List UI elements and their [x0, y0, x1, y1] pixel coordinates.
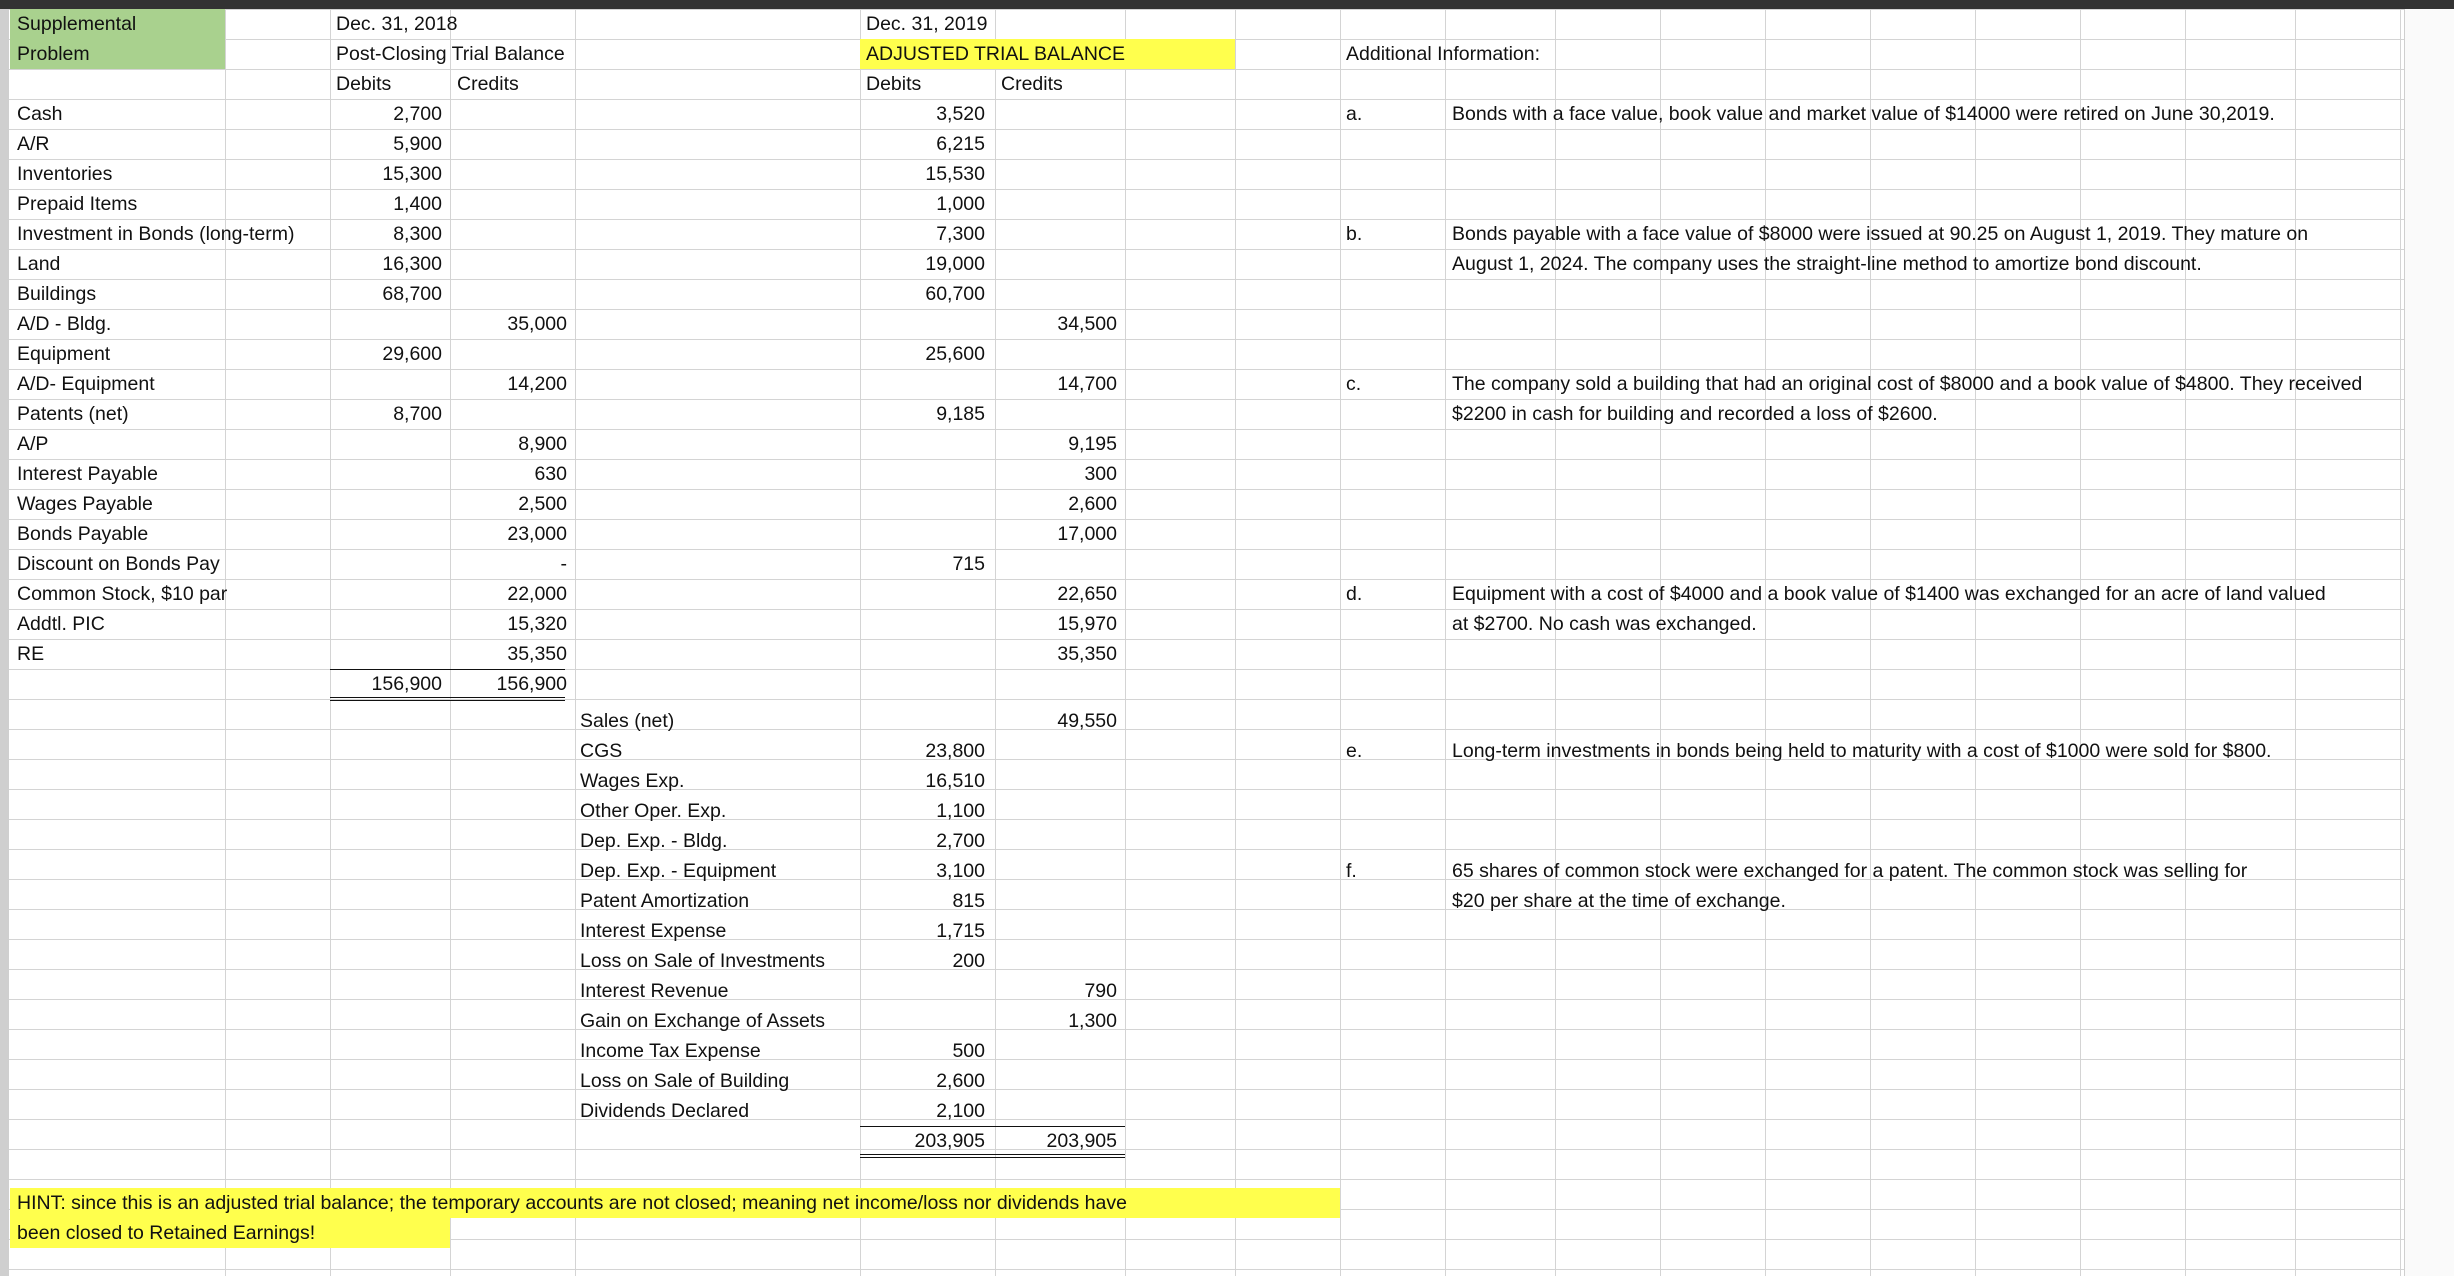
pc-debit-cell[interactable]: 2,700: [393, 103, 442, 125]
income-debit-cell[interactable]: 2,100: [936, 1100, 985, 1122]
income-debit-cell[interactable]: 2,700: [936, 830, 985, 852]
account-name[interactable]: Addtl. PIC: [17, 613, 105, 635]
pc-debit-cell[interactable]: 8,300: [393, 223, 442, 245]
adj-debit-cell[interactable]: 19,000: [925, 253, 985, 275]
adj-debit-cell[interactable]: 715: [952, 553, 985, 575]
pc-credit-total[interactable]: 156,900: [496, 673, 567, 695]
adj-debit-cell[interactable]: 3,520: [936, 103, 985, 125]
income-debit-cell[interactable]: 200: [952, 950, 985, 972]
pc-credit-cell[interactable]: -: [560, 553, 567, 575]
pc-credit-cell[interactable]: 22,000: [507, 583, 567, 605]
pc-debit-cell[interactable]: 16,300: [382, 253, 442, 275]
adj-debit-cell[interactable]: 60,700: [925, 283, 985, 305]
info-text-line1[interactable]: Bonds with a face value, book value and market value of $14000 were retired on June 30,2019.: [1452, 103, 2275, 125]
pc-credit-cell[interactable]: 14,200: [507, 373, 567, 395]
income-account-name[interactable]: Sales (net): [580, 710, 675, 732]
account-name[interactable]: Interest Payable: [17, 463, 158, 485]
info-letter[interactable]: e.: [1346, 740, 1363, 762]
info-text-line2[interactable]: $2200 in cash for building and recorded a loss of $2600.: [1452, 403, 1938, 425]
income-account-name[interactable]: Dep. Exp. - Bldg.: [580, 830, 728, 852]
info-letter[interactable]: c.: [1346, 373, 1362, 395]
post-closing-title[interactable]: Post-Closing Trial Balance: [336, 43, 565, 65]
pc-credit-cell[interactable]: 35,350: [507, 643, 567, 665]
column-gridline: [1125, 9, 1126, 1276]
adj-credit-cell[interactable]: 300: [1084, 463, 1117, 485]
adj-credit-cell[interactable]: 15,970: [1057, 613, 1117, 635]
income-credit-cell[interactable]: 49,550: [1057, 710, 1117, 732]
account-name[interactable]: Buildings: [17, 283, 97, 305]
income-account-name[interactable]: Loss on Sale of Investments: [580, 950, 825, 972]
post-closing-double-rule-1: [330, 697, 565, 698]
adj-debit-cell[interactable]: 9,185: [936, 403, 985, 425]
income-account-name[interactable]: Income Tax Expense: [580, 1040, 761, 1062]
income-debit-cell[interactable]: 500: [952, 1040, 985, 1062]
pc-credit-cell[interactable]: 8,900: [518, 433, 567, 455]
hint-line1[interactable]: HINT: since this is an adjusted trial balance; the temporary accounts are not closed; meaning net income/loss nor dividends have: [17, 1192, 1127, 1214]
title-line2[interactable]: Problem: [17, 43, 90, 65]
info-letter[interactable]: b.: [1346, 223, 1363, 245]
info-text-line1[interactable]: Bonds payable with a face value of $8000 were issued at 90.25 on August 1, 2019. They mature on: [1452, 223, 2309, 245]
info-text-line2[interactable]: August 1, 2024. The company uses the straight-line method to amortize bond discount.: [1452, 253, 2202, 275]
info-letter[interactable]: a.: [1346, 103, 1363, 125]
column-gridline: [2295, 9, 2296, 1276]
additional-info-header[interactable]: Additional Information:: [1346, 43, 1541, 65]
pc-credit-cell[interactable]: 2,500: [518, 493, 567, 515]
adjusted-double-rule-1: [860, 1154, 1125, 1155]
income-account-name[interactable]: CGS: [580, 740, 623, 762]
account-name[interactable]: A/D - Bldg.: [17, 313, 112, 335]
title-line1[interactable]: Supplemental: [17, 13, 137, 35]
adj-debit-cell[interactable]: 15,530: [925, 163, 985, 185]
account-name[interactable]: Discount on Bonds Pay: [17, 553, 220, 575]
account-name[interactable]: A/P: [17, 433, 49, 455]
adj-credit-cell[interactable]: 2,600: [1068, 493, 1117, 515]
column-gridline: [2185, 9, 2186, 1276]
account-name[interactable]: A/R: [17, 133, 50, 155]
pc-debit-cell[interactable]: 29,600: [382, 343, 442, 365]
income-debit-cell[interactable]: 1,100: [936, 800, 985, 822]
pc-credit-cell[interactable]: 23,000: [507, 523, 567, 545]
column-header-bar: [0, 0, 2454, 9]
pc-debit-total[interactable]: 156,900: [371, 673, 442, 695]
income-account-name[interactable]: Wages Exp.: [580, 770, 685, 792]
income-credit-cell[interactable]: 790: [1084, 980, 1117, 1002]
column-gridline: [1340, 9, 1341, 1276]
adjusted-double-rule-2: [860, 1157, 1125, 1158]
adj-debit-cell[interactable]: 1,000: [936, 193, 985, 215]
pc-debit-cell[interactable]: 1,400: [393, 193, 442, 215]
account-name[interactable]: Cash: [17, 103, 63, 125]
income-debit-cell[interactable]: 16,510: [925, 770, 985, 792]
income-account-name[interactable]: Interest Revenue: [580, 980, 729, 1002]
adj-credit-cell[interactable]: 35,350: [1057, 643, 1117, 665]
income-debit-cell[interactable]: 1,715: [936, 920, 985, 942]
info-letter[interactable]: f.: [1346, 860, 1357, 882]
column-gridline: [2400, 9, 2401, 1276]
income-account-name[interactable]: Patent Amortization: [580, 890, 750, 912]
adj-credit-cell[interactable]: 14,700: [1057, 373, 1117, 395]
column-gridline: [1235, 9, 1236, 1276]
column-gridline: [1660, 9, 1661, 1276]
income-account-name[interactable]: Other Oper. Exp.: [580, 800, 727, 822]
pc-credit-cell[interactable]: 15,320: [507, 613, 567, 635]
adj-credit-cell[interactable]: 9,195: [1068, 433, 1117, 455]
adjusted-date[interactable]: Dec. 31, 2019: [866, 13, 988, 35]
account-name[interactable]: Common Stock, $10 par: [17, 583, 228, 605]
pc-debit-cell[interactable]: 5,900: [393, 133, 442, 155]
column-gridline: [1555, 9, 1556, 1276]
income-debit-cell[interactable]: 815: [952, 890, 985, 912]
account-name[interactable]: Prepaid Items: [17, 193, 138, 215]
info-text-line1[interactable]: The company sold a building that had an original cost of $8000 and a book value of $4800. They received: [1452, 373, 2363, 395]
account-name[interactable]: Inventories: [17, 163, 113, 185]
pc-debit-cell[interactable]: 15,300: [382, 163, 442, 185]
adj-debit-total[interactable]: 203,905: [914, 1130, 985, 1152]
account-name[interactable]: Investment in Bonds (long-term): [17, 223, 295, 245]
column-gridline: [2080, 9, 2081, 1276]
pc-credit-cell[interactable]: 630: [534, 463, 567, 485]
post-closing-double-rule-2: [330, 700, 565, 701]
account-name[interactable]: RE: [17, 643, 45, 665]
adjusted-title[interactable]: ADJUSTED TRIAL BALANCE: [866, 43, 1125, 65]
post-closing-credits-header[interactable]: Credits: [457, 73, 519, 95]
post-closing-debits-header[interactable]: Debits: [336, 73, 392, 95]
adjusted-credits-header[interactable]: Credits: [1001, 73, 1063, 95]
pc-debit-cell[interactable]: 68,700: [382, 283, 442, 305]
pc-credit-cell[interactable]: 35,000: [507, 313, 567, 335]
account-name[interactable]: Wages Payable: [17, 493, 153, 515]
column-gridline: [1445, 9, 1446, 1276]
adj-debit-cell[interactable]: 25,600: [925, 343, 985, 365]
vertical-scrollbar[interactable]: [2404, 9, 2454, 1276]
account-name[interactable]: Equipment: [17, 343, 111, 365]
income-debit-cell[interactable]: 23,800: [925, 740, 985, 762]
income-account-name[interactable]: Gain on Exchange of Assets: [580, 1010, 825, 1032]
account-name[interactable]: Bonds Payable: [17, 523, 149, 545]
info-text-line1[interactable]: Long-term investments in bonds being held to maturity with a cost of $1000 were sold for $800.: [1452, 740, 2272, 762]
info-text-line1[interactable]: Equipment with a cost of $4000 and a book value of $1400 was exchanged for an acre of land valued: [1452, 583, 2326, 605]
income-account-name[interactable]: Dep. Exp. - Equipment: [580, 860, 777, 882]
adj-credit-cell[interactable]: 22,650: [1057, 583, 1117, 605]
info-text-line1[interactable]: 65 shares of common stock were exchanged for a patent. The common stock was selling for: [1452, 860, 2248, 882]
column-gridline: [225, 9, 226, 1276]
income-credit-cell[interactable]: 1,300: [1068, 1010, 1117, 1032]
account-name[interactable]: A/D- Equipment: [17, 373, 155, 395]
info-letter[interactable]: d.: [1346, 583, 1363, 605]
adj-credit-total[interactable]: 203,905: [1046, 1130, 1117, 1152]
account-name[interactable]: Land: [17, 253, 61, 275]
info-text-line2[interactable]: $20 per share at the time of exchange.: [1452, 890, 1786, 912]
income-debit-cell[interactable]: 2,600: [936, 1070, 985, 1092]
income-debit-cell[interactable]: 3,100: [936, 860, 985, 882]
adj-debit-cell[interactable]: 6,215: [936, 133, 985, 155]
row-header-gutter: [0, 9, 9, 1276]
adj-debit-cell[interactable]: 7,300: [936, 223, 985, 245]
income-account-name[interactable]: Interest Expense: [580, 920, 727, 942]
pc-debit-cell[interactable]: 8,700: [393, 403, 442, 425]
adj-credit-cell[interactable]: 34,500: [1057, 313, 1117, 335]
hint-line2[interactable]: been closed to Retained Earnings!: [17, 1222, 316, 1244]
column-gridline: [575, 9, 576, 1276]
income-account-name[interactable]: Dividends Declared: [580, 1100, 750, 1122]
income-account-name[interactable]: Loss on Sale of Building: [580, 1070, 790, 1092]
adjusted-debits-header[interactable]: Debits: [866, 73, 922, 95]
adj-credit-cell[interactable]: 17,000: [1057, 523, 1117, 545]
column-gridline: [1765, 9, 1766, 1276]
info-text-line2[interactable]: at $2700. No cash was exchanged.: [1452, 613, 1757, 635]
account-name[interactable]: Patents (net): [17, 403, 129, 425]
column-gridline: [1975, 9, 1976, 1276]
column-gridline: [1870, 9, 1871, 1276]
post-closing-date[interactable]: Dec. 31, 2018: [336, 13, 458, 35]
